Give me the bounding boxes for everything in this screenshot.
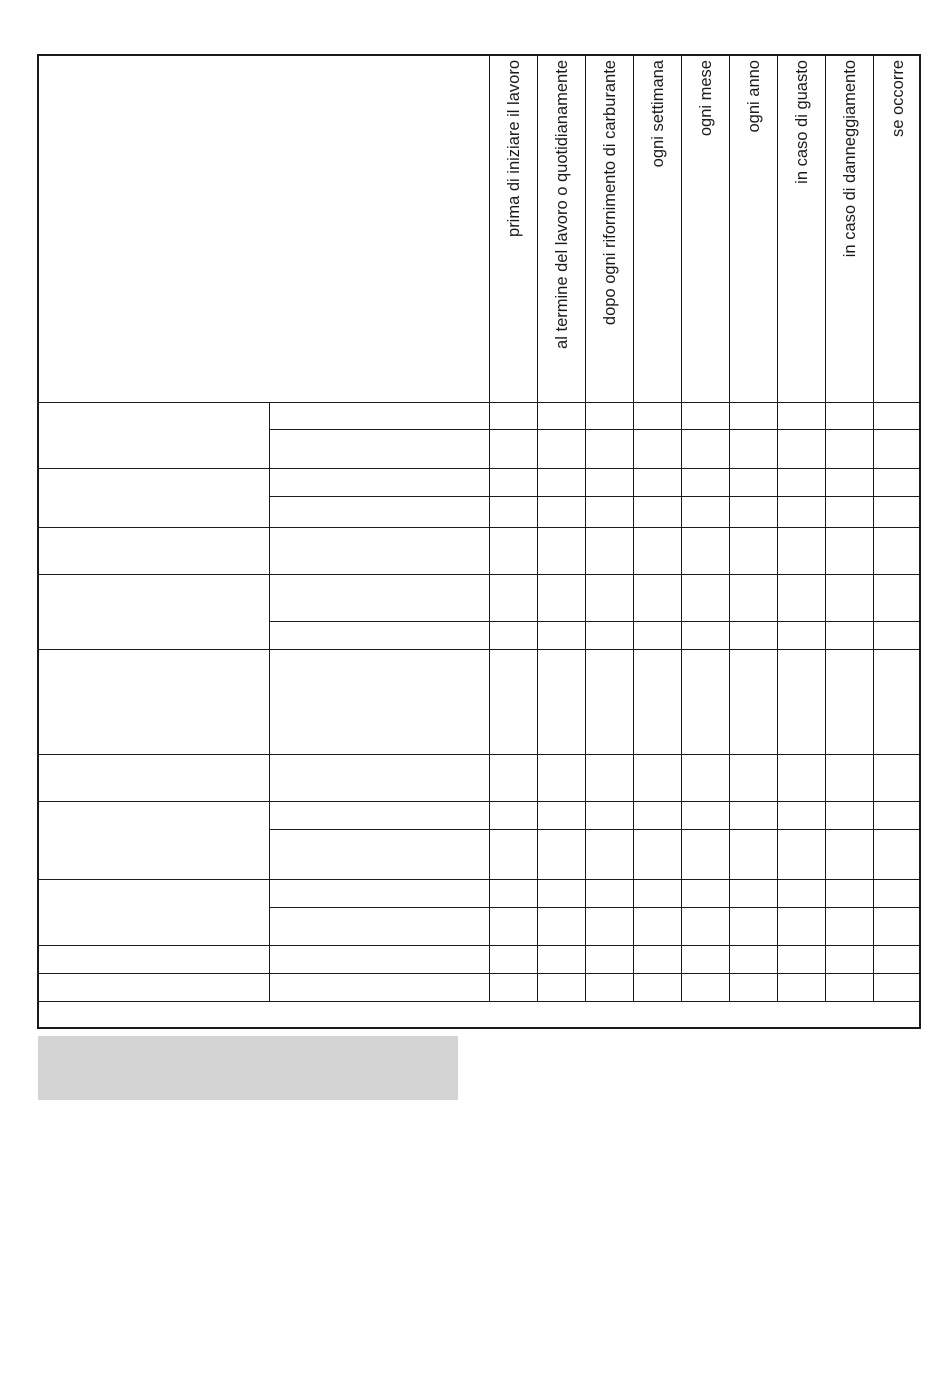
column-header-label: dopo ogni rifornimento di carburante [600, 60, 619, 326]
column-header-label: ogni settimana [648, 60, 667, 168]
column-header-label: in caso di guasto [792, 60, 811, 184]
row-divider-line [269, 429, 921, 430]
group-divider-line [39, 754, 921, 755]
column-header-yearly [730, 58, 778, 402]
group-divider-line [39, 801, 921, 802]
column-header-as-needed [874, 58, 922, 402]
column-header-weekly [634, 58, 682, 402]
maintenance-schedule-table [37, 54, 921, 1029]
group-divider-line [39, 973, 921, 974]
group-divider-line [39, 879, 921, 880]
column-header-label: al termine del lavoro o quotidianamente [552, 60, 571, 349]
row-divider-line [269, 907, 921, 908]
group-divider-line [39, 945, 921, 946]
row-divider-line [269, 829, 921, 830]
column-header-label: se occorre [888, 60, 907, 138]
column-header-label: in caso di danneggiamento [840, 60, 859, 258]
interval-column-divider [537, 56, 538, 1001]
row-divider-line [269, 621, 921, 622]
group-divider-line [39, 468, 921, 469]
interval-column-divider [585, 56, 586, 1001]
column-header-after-refuel [586, 58, 634, 402]
note-box [38, 1036, 458, 1100]
footer-divider-line [39, 1001, 921, 1002]
column-header-after-work-daily [538, 58, 586, 402]
column-header-label: prima di iniziare il lavoro [504, 60, 523, 237]
group-divider-line [39, 527, 921, 528]
interval-column-divider [681, 56, 682, 1001]
interval-column-divider [825, 56, 826, 1001]
interval-column-divider [489, 56, 490, 1001]
interval-column-divider [729, 56, 730, 1001]
interval-column-divider [873, 56, 874, 1001]
column-header-before-work [490, 58, 538, 402]
column-header-label: ogni mese [696, 60, 715, 137]
header-divider-line [39, 402, 921, 403]
column-header-label: ogni anno [744, 60, 763, 133]
column-header-on-damage [826, 58, 874, 402]
column-header-monthly [682, 58, 730, 402]
group-divider-line [39, 574, 921, 575]
row-divider-line [269, 496, 921, 497]
group-divider-line [39, 649, 921, 650]
interval-column-divider [777, 56, 778, 1001]
column-header-on-fault [778, 58, 826, 402]
interval-column-divider [633, 56, 634, 1001]
task-column-divider [269, 402, 270, 1001]
